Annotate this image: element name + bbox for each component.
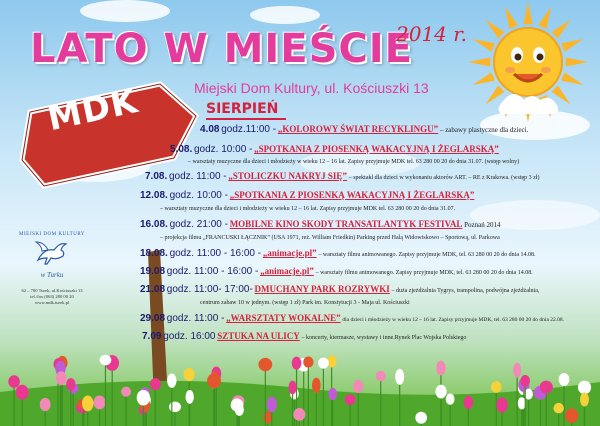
event-date: 7.08. bbox=[145, 171, 168, 182]
address-line: 62 – 700 Turek, ul.Kościuszki 13 bbox=[21, 288, 83, 293]
flower-bloom bbox=[100, 355, 112, 366]
event-row bbox=[140, 267, 533, 278]
flower-bloom bbox=[93, 395, 105, 409]
flower-bloom bbox=[56, 371, 67, 385]
logo-bottom-text: w Turku bbox=[40, 270, 64, 279]
month-heading: SIERPIEŃ bbox=[206, 101, 279, 117]
poster-subtitle: Miejski Dom Kultury, ul. Kościuszki 13 bbox=[194, 80, 429, 96]
event-date: 12.08. bbox=[140, 190, 168, 201]
flower-bloom bbox=[263, 411, 272, 424]
flower-bloom bbox=[436, 361, 446, 376]
flower-bloom bbox=[235, 404, 244, 416]
logo-top-text: MIEJSKI DOM KULTURY bbox=[19, 232, 85, 237]
flower-bloom bbox=[513, 363, 521, 378]
flower-bloom bbox=[559, 373, 570, 386]
event-row bbox=[200, 125, 528, 135]
event-title: „KOLOROWY ŚWIAT RECYKLINGU” bbox=[277, 124, 439, 134]
event-time: godz. 10:00 - bbox=[194, 144, 253, 155]
flower-bloom bbox=[207, 373, 221, 388]
event-date: 5.08. bbox=[170, 144, 193, 155]
flower-bloom bbox=[82, 396, 94, 412]
event-title: „SPOTKANIA Z PIOSENKĄ WAKACYJNĄ I ŻEGLARSKĄ” bbox=[254, 144, 499, 154]
event-row bbox=[140, 191, 474, 201]
flower-bloom bbox=[16, 385, 29, 400]
event-title: „STOLICZKU NAKRYJ SIĘ” bbox=[228, 171, 347, 181]
event-time: godz.11:00 - bbox=[221, 124, 277, 135]
flower-bloom bbox=[580, 393, 589, 407]
event-title: „animacje.pl” bbox=[260, 266, 314, 276]
flower-bloom bbox=[289, 381, 297, 395]
event-row bbox=[140, 249, 536, 260]
event-date: 19.08 bbox=[140, 266, 166, 277]
event-time: godz. 11:00 - 16:00 - bbox=[166, 266, 259, 277]
flower-bloom bbox=[376, 371, 386, 381]
flower-bloom bbox=[446, 393, 455, 404]
event-row bbox=[145, 172, 540, 183]
poster-year: 2014 r. bbox=[396, 22, 467, 46]
event-date: 16.08. bbox=[140, 219, 168, 230]
event-row bbox=[142, 332, 466, 343]
event-description: – koncerty, kiermasze, wystawy i inne.Rynek Plac Wojska Polskiego bbox=[301, 335, 467, 341]
flower-bloom bbox=[520, 375, 529, 386]
event-date: 18.08. bbox=[140, 248, 168, 259]
flower-bloom bbox=[40, 398, 51, 411]
event-date: 21.08 bbox=[140, 284, 166, 295]
event-time: godz. 10:00 - bbox=[169, 190, 228, 201]
flower-bloom bbox=[169, 402, 181, 412]
flower-bloom bbox=[184, 368, 195, 381]
event-title: „animacje.pl” bbox=[262, 248, 317, 258]
event-row bbox=[170, 145, 499, 155]
event-description: – warsztaty filmu animowanego. Zapisy przyjmuje MDK, tel. 63 280 00 20 do dnia 14.08. bbox=[318, 252, 536, 258]
event-title: SZTUKA NA ULICY bbox=[217, 331, 300, 341]
flower-bloom bbox=[318, 358, 329, 369]
event-description: – duża zjeżdżalnia Tygrys, trampolina, podwójna zjeżdżalnia, bbox=[391, 288, 540, 294]
flower-bloom bbox=[415, 412, 427, 424]
flower-bloom bbox=[463, 396, 473, 410]
event-title: DMUCHANY PARK ROZRYWKI bbox=[254, 284, 390, 294]
flower-bloom bbox=[303, 357, 313, 368]
flower-bloom bbox=[491, 381, 502, 393]
event-description: dla dzieci i młodzieży w wieku 12 – 16 lat. Zapisy przyjmuje MDK, tel. 63 280 00 20 do dnia 22.08. bbox=[342, 317, 565, 323]
flower-bloom bbox=[292, 357, 302, 370]
flower-bloom bbox=[312, 378, 321, 393]
flower-bloom bbox=[540, 381, 553, 394]
flower-bloom bbox=[328, 388, 337, 400]
flower-bloom bbox=[150, 378, 161, 390]
event-row bbox=[140, 314, 564, 325]
flower-bloom bbox=[121, 387, 131, 397]
event-title: „WARSZTATY WOKALNE” bbox=[226, 313, 341, 323]
address-line: tel./fax (063) 280 00 20 bbox=[30, 294, 74, 300]
event-description: – spektakl dla dzieci w wykonaniu aktorów ART. – RE z Krakowa. (wstęp 3 zł) bbox=[348, 175, 540, 181]
event-description: – warsztaty filmu animowanego. Zapisy przyjmuje MDK, tel. 63 280 00 20 do dnia 14.08. bbox=[315, 270, 533, 276]
flower-bloom bbox=[353, 380, 363, 393]
flower-bloom bbox=[185, 390, 193, 404]
event-title: MOBILNE KINO SKODY TRANSATLANTYK FESTIVAL bbox=[229, 219, 463, 229]
flower-bloom bbox=[435, 385, 446, 399]
flower-bloom bbox=[8, 375, 20, 388]
event-description: – projekcja filmu „FRANCUSKI ŁĄCZNIK” (USA 1971, reż. William Friedkin) Parking przed Halą Widowiskowo – Sportową, ul. Parkowa bbox=[160, 235, 500, 241]
flower-bloom bbox=[137, 390, 150, 406]
event-description: Poznań 2014 bbox=[464, 221, 501, 229]
event-title: „SPOTKANIA Z PIOSENKĄ WAKACYJNĄ I ŻEGLARSKĄ” bbox=[229, 190, 475, 200]
event-time: godz. 11:00 - 16:00 - bbox=[169, 248, 262, 259]
flower-bloom bbox=[565, 408, 578, 422]
event-row bbox=[140, 220, 501, 230]
event-time: godz. 11:00- 17:00- bbox=[166, 284, 253, 295]
event-description: – warsztaty muzyczne dla dzieci i młodzieży w wieku 12 – 16 lat. Zapisy przyjmuje MDK tel. 63 280 00 20 do dnia 31.07. (wstęp wolny) bbox=[188, 159, 520, 165]
address-line: www.mdk.turek.pl bbox=[34, 300, 70, 306]
event-date: 4.08 bbox=[200, 124, 220, 135]
event-time: godz. 16:00 bbox=[163, 331, 216, 342]
flower-bloom bbox=[167, 374, 176, 388]
flower-bloom bbox=[267, 397, 277, 413]
poster-title: LATO W MIEŚCIE bbox=[30, 26, 413, 72]
flower-bloom bbox=[258, 358, 272, 371]
event-description: centrum zabaw 10 w jednym. (wstęp 1 zł) Park im. Konstytucji 3 - Maja ul. Kościuszki bbox=[200, 300, 410, 306]
flower-bloom bbox=[66, 378, 75, 390]
flower-bloom bbox=[553, 403, 563, 414]
event-time: godz. 21:00 - bbox=[169, 219, 228, 230]
event-description: – zabawy plastyczne dla dzieci. bbox=[439, 126, 529, 134]
event-time: godz. 11:00 - bbox=[169, 171, 227, 182]
flower-bloom bbox=[496, 397, 507, 412]
flower-bloom bbox=[293, 408, 305, 421]
event-time: godz. 11:00 - bbox=[166, 313, 225, 324]
event-date: 7.09 bbox=[142, 331, 162, 342]
flower-bloom bbox=[578, 381, 591, 395]
flower-bloom bbox=[345, 394, 356, 405]
flower-bloom bbox=[395, 369, 404, 385]
event-row bbox=[140, 285, 539, 296]
event-date: 29.08 bbox=[140, 313, 166, 324]
event-description: – warsztaty muzyczne dla dzieci i młodzieży w wieku 12 – 16 lat. Zapisy przyjmuje MDK tel. 63 280 00 20 do dnia 31.07. bbox=[160, 206, 456, 212]
mdk-sign-text: MDK bbox=[44, 80, 142, 140]
